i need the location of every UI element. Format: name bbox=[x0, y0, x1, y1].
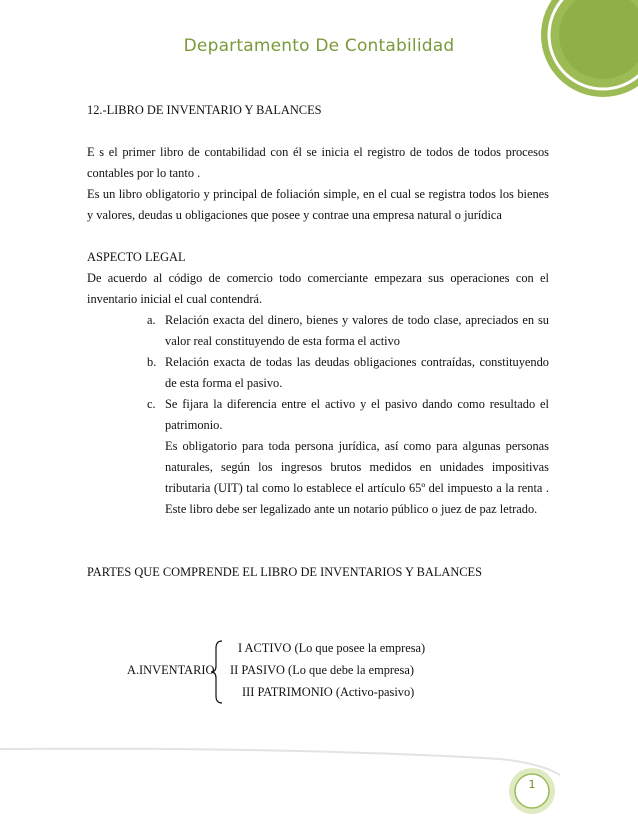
main-content bbox=[87, 100, 549, 583]
list-item-text: Relación exacta del dinero, bienes y valores de todo clase, apreciados en su valor real constituyendo de esta forma el activo bbox=[165, 313, 549, 348]
page-number-badge-icon bbox=[507, 766, 557, 816]
inventory-label: A.INVENTARIO bbox=[127, 663, 215, 677]
list-item bbox=[87, 352, 549, 394]
list-item bbox=[87, 394, 549, 436]
paragraph: E s el primer libro de contabilidad con él se inicia el registro de todos de todos procesos contables por lo tanto . bbox=[87, 145, 549, 180]
brace-icon bbox=[210, 640, 224, 704]
paragraph: De acuerdo al código de comercio todo comerciante empezara sus operaciones con el inventario inicial el cual contendrá. bbox=[87, 271, 549, 306]
section-heading: ASPECTO LEGAL bbox=[87, 250, 186, 264]
section-heading: PARTES QUE COMPRENDE EL LIBRO DE INVENTARIOS Y BALANCES bbox=[87, 565, 483, 579]
list-item bbox=[87, 310, 549, 352]
header-title: Departamento De Contabilidad bbox=[183, 36, 455, 56]
paragraph: Es un libro obligatorio y principal de foliación simple, en el cual se registra todos los bienes y valores, deudas u obligaciones que posee y contrae una empresa natural o jurídica bbox=[87, 187, 549, 222]
inventory-item: III PATRIMONIO (Activo-pasivo) bbox=[242, 685, 415, 699]
paragraph: Es obligatorio para toda persona jurídica, así como para algunas personas naturales, según los ingresos brutos medidos en unidades impositivas tributaria (UIT) tal como lo establece el artículo 65º del impuesto a la renta . Este libro debe ser legalizado ante un notario público o juez de paz letrado. bbox=[165, 439, 549, 516]
page-number: 1 bbox=[528, 778, 536, 791]
legal-list bbox=[87, 310, 549, 436]
list-marker: b. bbox=[147, 355, 157, 369]
inventory-item: II PASIVO (Lo que debe la empresa) bbox=[230, 663, 414, 677]
list-item-text: Relación exacta de todas las deudas obligaciones contraídas, constituyendo de esta forma el pasivo. bbox=[165, 355, 549, 390]
list-marker: c. bbox=[147, 397, 156, 411]
list-marker: a. bbox=[147, 313, 156, 327]
list-item-text: Se fijara la diferencia entre el activo y el pasivo dando como resultado el patrimonio. bbox=[165, 397, 549, 432]
inventory-item: I ACTIVO (Lo que posee la empresa) bbox=[238, 641, 426, 655]
section-heading: 12.-LIBRO DE INVENTARIO Y BALANCES bbox=[87, 103, 322, 117]
